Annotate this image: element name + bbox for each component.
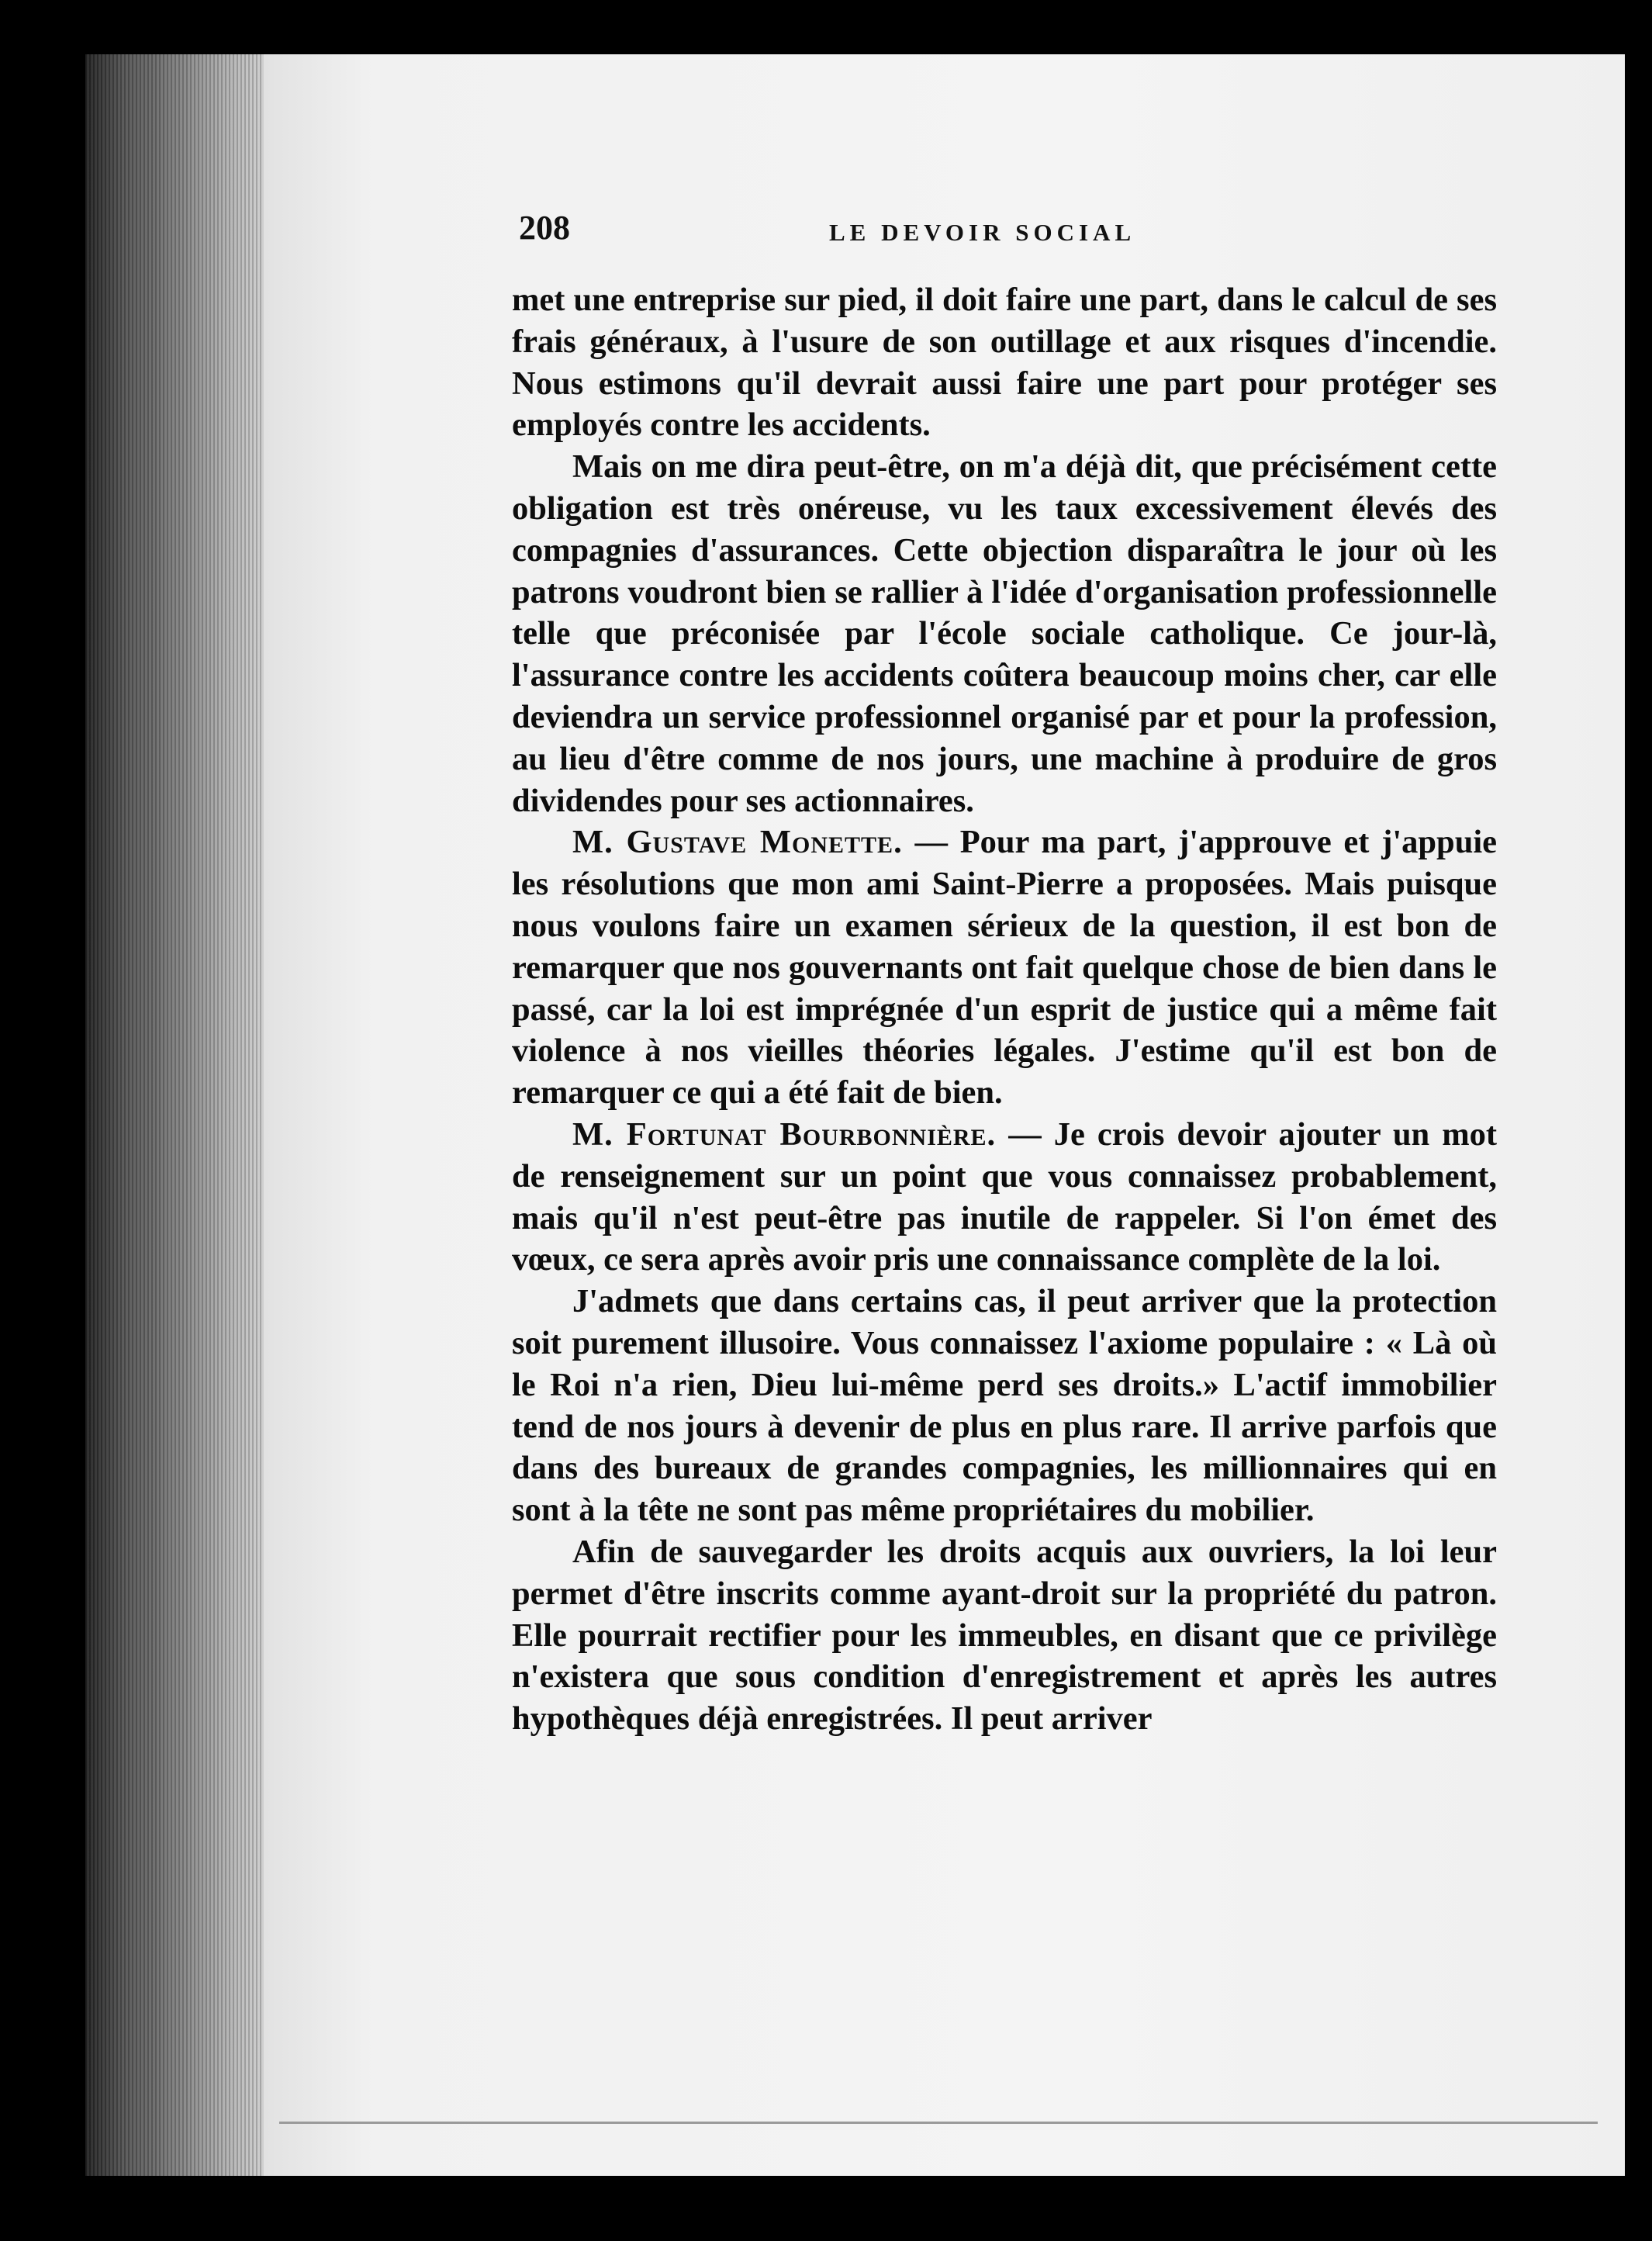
speaker-name: M. Gustave Monette. [572, 824, 903, 861]
page-number: 208 [519, 209, 570, 247]
paragraph-text: Afin de sauvegarder les droits acquis aux ouvriers, la loi leur permet d'être inscrits comme ayant-droit sur la propriété du patron. Elle pourrait rectifier pour les immeubles, en disant que ce privilège n'existera que sous condition d'enregistrement et après les autres hypothèques déjà enregistrées. Il peut arriver [512, 1533, 1497, 1738]
body-text [512, 279, 1497, 1740]
running-title: LE DEVOIR SOCIAL [829, 219, 1136, 246]
paragraph-text: — Je crois devoir ajouter un mot de renseignement sur un point que vous connaissez probablement, mais qu'il n'est peut-être pas inutile de rappeler. Si l'on émet des vœux, ce sera après avoir pris une connaissance complète de la loi. [512, 1115, 1497, 1278]
paragraph [512, 821, 1497, 1114]
paragraph [512, 279, 1497, 446]
paragraph-text: — Pour ma part, j'approuve et j'appuie les résolutions que mon ami Saint-Pierre a proposées. Mais puisque nous voulons faire un examen sérieux de la question, il est bon de remarquer que nos gouvernants ont fait quelque chose de bien dans le passé, car la loi est imprégnée d'un esprit de justice qui a même fait violence à nos vieilles théories légales. J'estime qu'il est bon de remarquer ce qui a été fait de bien. [512, 824, 1498, 1112]
page-bottom-edge [279, 2122, 1598, 2124]
paragraph-text: J'admets que dans certains cas, il peut arriver que la protection soit purement illusoire. Vous connaissez l'axiome populaire : « Là où le Roi n'a rien, Dieu lui-même perd ses droits.» L'actif immobilier tend de nos jours à devenir de plus en plus rare. Il arrive parfois que dans des bureaux de grandes compagnies, les millionnaires qui en sont à la tête ne sont pas même propriétaires du mobilier. [512, 1283, 1497, 1529]
paragraph [512, 1531, 1497, 1740]
paragraph-text: met une entreprise sur pied, il doit faire une part, dans le calcul de ses frais généraux, à l'usure de son outillage et aux risques d'incendie. Nous estimons qu'il devrait aussi faire une part pour protéger ses employés contre les accidents. [512, 282, 1497, 444]
paragraph [512, 1114, 1497, 1281]
speaker-name: M. Fortunat Bourbonnière. [572, 1115, 997, 1153]
paragraph [512, 446, 1497, 821]
paragraph-text: Mais on me dira peut-être, on m'a déjà dit, que précisément cette obligation est très onéreuse, vu les taux excessivement élevés des compagnies d'assurances. Cette objection disparaîtra le jour où les patrons voudront bien se rallier à l'idée d'organisation professionnelle telle que préconisée par l'école sociale catholique. Ce jour-là, l'assurance contre les accidents coûtera beaucoup moins cher, car elle deviendra un service professionnel organisé par et pour la profession, au lieu d'être comme de nos jours, une machine à produire de gros dividendes pour ses actionnaires. [512, 448, 1497, 819]
page-header [519, 208, 1496, 254]
paragraph [512, 1281, 1497, 1531]
